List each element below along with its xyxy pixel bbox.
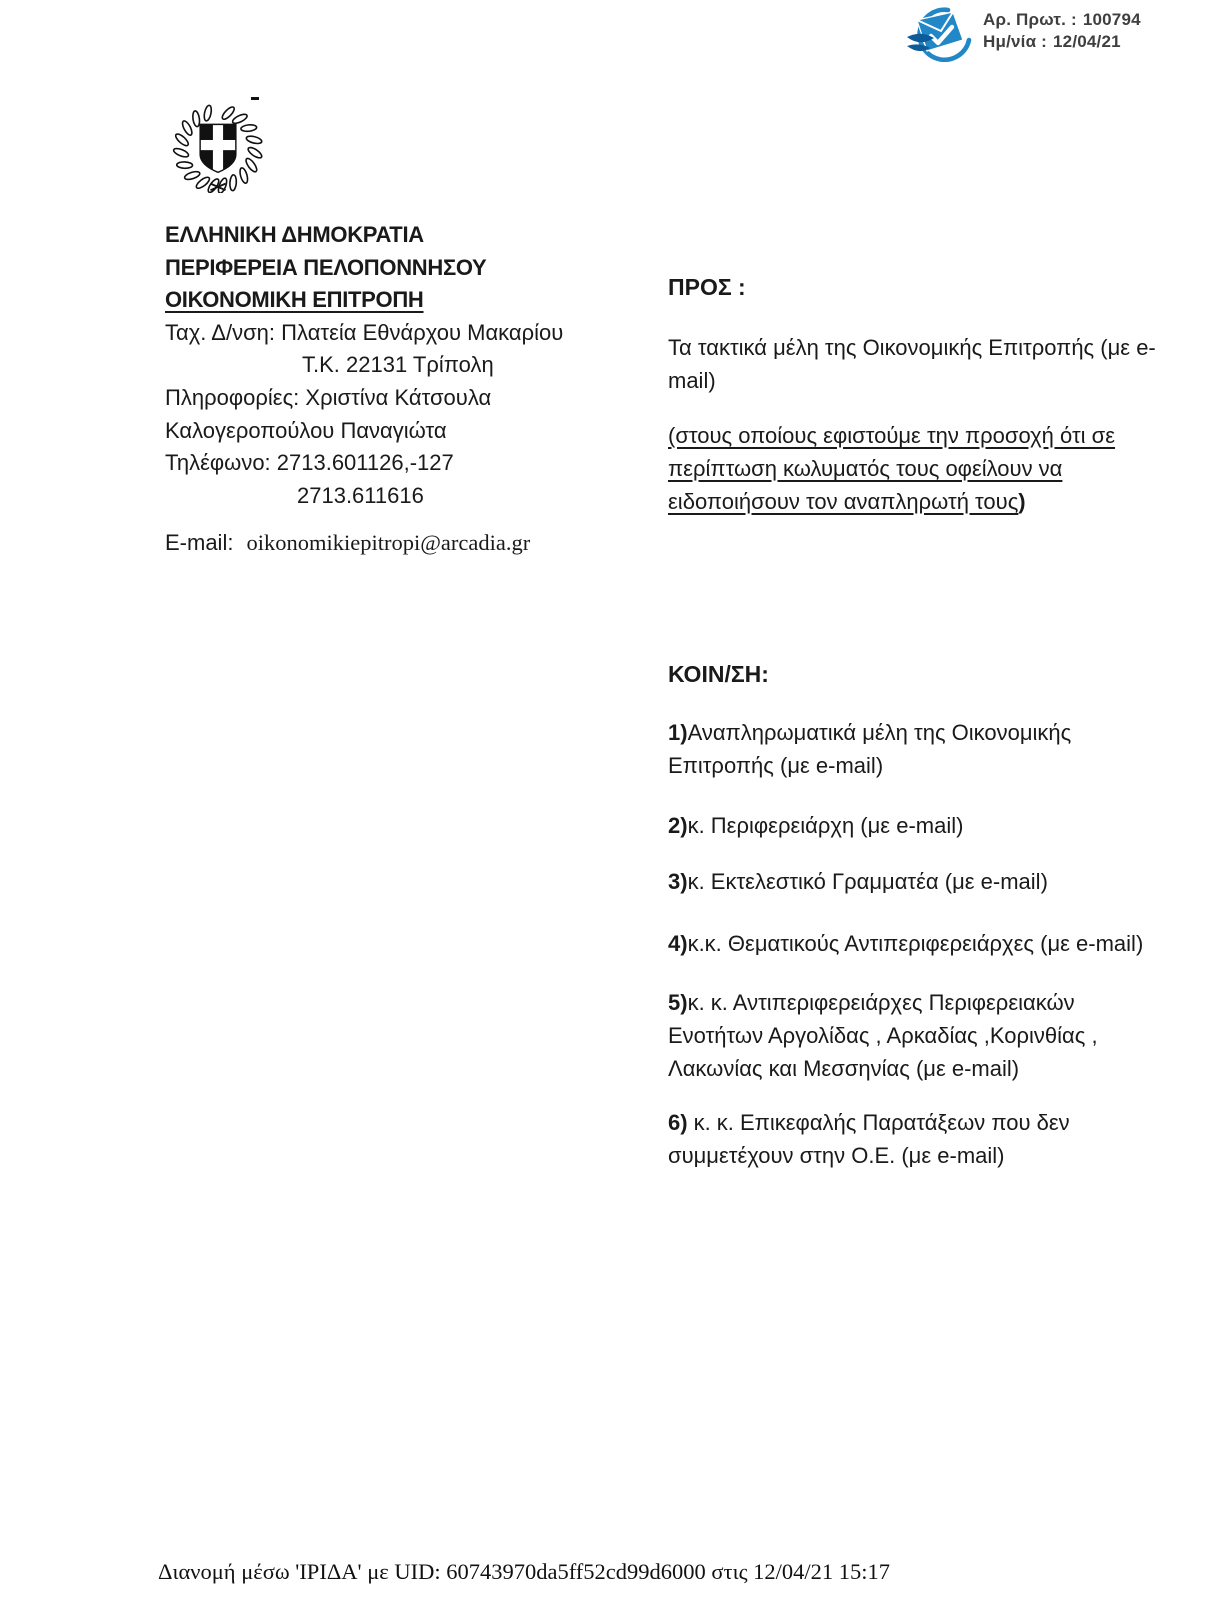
note-line1: (στους οποίους εφιστούμε την προσοχή ότι σε <box>668 423 1116 448</box>
cc-item-4: 4)κ.κ. Θεματικούς Αντιπεριφερειάρχες (με e-mail) <box>668 931 1144 956</box>
sender-address-line2: Τ.Κ. 22131 Τρίπολη <box>302 352 494 378</box>
cc-item-3: 3)κ. Εκτελεστικό Γραμματέα (με e-mail) <box>668 869 1048 894</box>
protocol-date-row <box>983 31 1141 53</box>
distribution-footer: Διανομή μέσω 'ΙΡΙΔΑ' με UID: 60743970da5ff52cd99d6000 στις 12/04/21 15:17 <box>158 1559 891 1584</box>
recipient-body <box>668 331 1188 397</box>
note-line3: ειδοποιήσουν τον αναπληρωτή τους <box>668 489 1019 514</box>
protocol-number-label: Αρ. Πρωτ. : <box>983 10 1077 29</box>
cc-item-1-number: 1) <box>668 720 688 745</box>
sender-phone-line2: 2713.611616 <box>297 482 424 508</box>
cc-item-5-number: 5) <box>668 990 688 1015</box>
note-line2: περίπτωση κωλυματός τους οφείλουν να <box>668 456 1063 481</box>
cc-item-4-number: 4) <box>668 931 688 956</box>
recipient-note <box>668 419 1188 518</box>
cc-item-2-number: 2) <box>668 813 688 838</box>
org-name-line1: ΕΛΛΗΝΙΚΗ ΔΗΜΟΚΡΑΤΙΑ <box>165 222 424 247</box>
sender-block <box>165 219 645 559</box>
org-name-line2: ΠΕΡΙΦΕΡΕΙΑ ΠΕΛΟΠΟΝΝΗΣΟΥ <box>165 254 487 280</box>
sender-email-row <box>165 526 645 559</box>
cc-item-3-number: 3) <box>668 869 688 894</box>
note-closing-paren: ) <box>1018 489 1026 514</box>
org-name-line3: ΟΙΚΟΝΟΜΙΚΗ ΕΠΙΤΡΟΠΗ <box>165 287 424 313</box>
protocol-number-row <box>983 9 1141 31</box>
cc-item-6: 6) κ. κ. Επικεφαλής Παρατάξεων που δεν συμμετέχουν στην Ο.Ε. (με e-mail) <box>668 1110 1070 1168</box>
protocol-stamp <box>897 4 1141 62</box>
sender-contact-line2: Καλογεροπούλου Παναγιώτα <box>165 417 447 443</box>
cc-item-6-number: 6) <box>668 1110 688 1135</box>
sender-contact-line1: Πληροφορίες: Χριστίνα Κάτσουλα <box>165 384 492 410</box>
sender-address-line1: Ταχ. Δ/νση: Πλατεία Εθνάρχου Μακαρίου <box>165 319 564 345</box>
stamp-text <box>983 9 1141 53</box>
email-label: E-mail: <box>165 530 234 556</box>
recipient-heading: ΠΡΟΣ : <box>668 274 746 300</box>
greek-coat-of-arms-icon <box>170 99 266 198</box>
recipient-body-line1: Τα τακτικά μέλη της Οικονομικής Επιτροπής (με e- <box>668 335 1156 360</box>
cc-item-2: 2)κ. Περιφερειάρχη (με e-mail) <box>668 813 964 838</box>
irida-logo-icon <box>897 4 977 62</box>
cc-heading: ΚΟΙΝ/ΣΗ: <box>668 661 769 687</box>
protocol-date-value: 12/04/21 <box>1053 32 1121 51</box>
recipient-body-line2: mail) <box>668 368 716 393</box>
sender-phone-line1: Τηλέφωνο: 2713.601126,-127 <box>165 450 454 476</box>
cc-item-1: 1)Αναπληρωματικά μέλη της Οικονομικής Επιτροπής (με e-mail) <box>668 720 1072 778</box>
protocol-number-value: 100794 <box>1082 10 1141 29</box>
cc-item-5: 5)κ. κ. Αντιπεριφερειάρχες Περιφερειακών Ενοτήτων Αργολίδας , Αρκαδίας ,Κορινθίας , Λακωνίας και Μεσσηνίας (με e-mail) <box>668 990 1098 1081</box>
dash-mark <box>251 97 259 100</box>
email-value: oikonomikiepitropi@arcadia.gr <box>246 530 531 556</box>
protocol-date-label: Ημ/νία : <box>983 32 1048 51</box>
